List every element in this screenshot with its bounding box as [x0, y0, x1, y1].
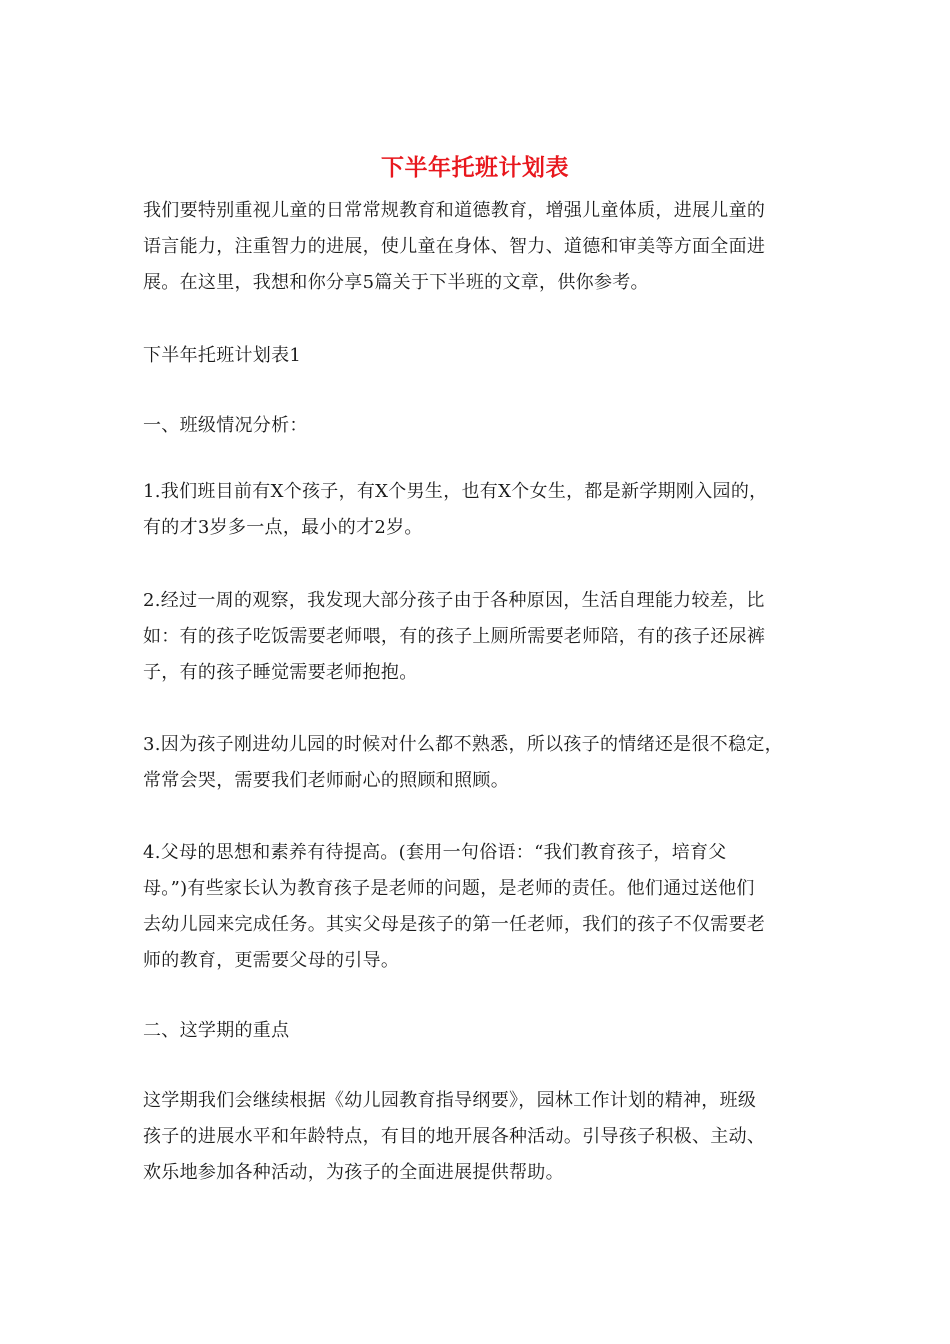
intro-line-1: 我们要特别重视儿童的日常常规教育和道德教育，增强儿童体质，进展儿童的	[143, 200, 766, 221]
item-1-line-2: 有的才3岁多一点，最小的才2岁。	[143, 517, 423, 538]
item-2-line-3: 子，有的孩子睡觉需要老师抱抱。	[143, 662, 418, 683]
part2-line-2: 孩子的进展水平和年龄特点，有目的地开展各种活动。引导孩子积极、主动、	[143, 1126, 766, 1147]
item-4-line-1: 4.父母的思想和素养有待提高。(套用一句俗语：“我们教育孩子，培育父	[143, 842, 727, 863]
part1-heading	[143, 408, 813, 444]
item-2-line-2: 如：有的孩子吃饭需要老师喂，有的孩子上厕所需要老师陪，有的孩子还尿裤	[143, 626, 766, 647]
intro-line-2: 语言能力，注重智力的进展，使儿童在身体、智力、道德和审美等方面全面进	[143, 236, 766, 257]
part1-heading-text: 一、班级情况分析：	[143, 415, 308, 436]
item-3-line-2: 常常会哭，需要我们老师耐心的照顾和照顾。	[143, 770, 509, 791]
intro-paragraph	[143, 193, 813, 301]
item-3-paragraph	[143, 727, 813, 799]
document-title: 下半年托班计划表	[381, 154, 569, 181]
part2-paragraph	[143, 1083, 813, 1191]
part2-heading	[143, 1013, 813, 1049]
item-4-line-3: 去幼儿园来完成任务。其实父母是孩子的第一任老师，我们的孩子不仅需要老	[143, 914, 766, 935]
part2-heading-text: 二、这学期的重点	[143, 1020, 290, 1041]
item-4-line-4: 师的教育，更需要父母的引导。	[143, 950, 400, 971]
item-1-line-1: 1.我们班目前有X个孩子，有X个男生，也有X个女生，都是新学期刚入园的，	[143, 481, 768, 502]
part2-line-3: 欢乐地参加各种活动，为孩子的全面进展提供帮助。	[143, 1162, 564, 1183]
item-3-line-1: 3.因为孩子刚进幼儿园的时候对什么都不熟悉，所以孩子的情绪还是很不稳定，	[143, 734, 783, 755]
intro-line-3: 展。在这里，我想和你分享5篇关于下半班的文章，供你参考。	[143, 272, 649, 293]
item-4-line-2: 母。”)有些家长认为教育孩子是老师的问题，是老师的责任。他们通过送他们	[143, 878, 755, 899]
item-4-paragraph	[143, 835, 813, 979]
section-heading-text: 下半年托班计划表1	[143, 345, 302, 366]
part2-line-1: 这学期我们会继续根据《幼儿园教育指导纲要》，园林工作计划的精神，班级	[143, 1090, 757, 1111]
item-1-paragraph	[143, 474, 813, 546]
item-2-line-1: 2.经过一周的观察，我发现大部分孩子由于各种原因，生活自理能力较差，比	[143, 590, 765, 611]
section-heading	[143, 338, 813, 374]
item-2-paragraph	[143, 583, 813, 691]
